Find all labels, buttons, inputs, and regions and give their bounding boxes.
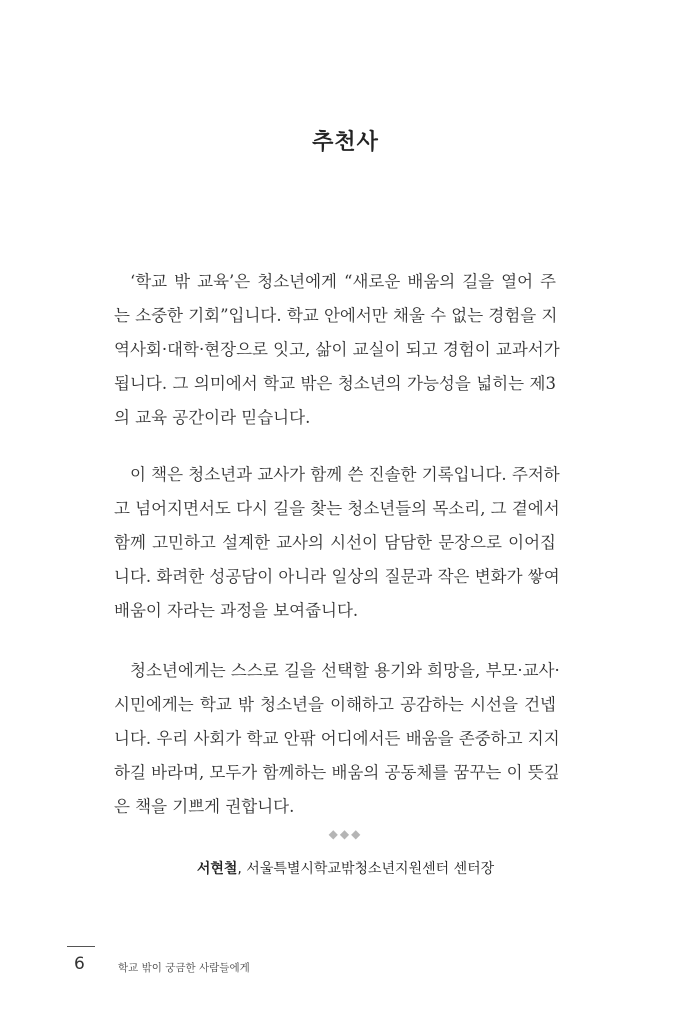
paragraph-2	[114, 458, 560, 628]
text-line: 역사회·대학·현장으로 잇고, 삶이 교실이 되고 경험이 교과서가	[114, 340, 560, 359]
text-line: 고 넘어지면서도 다시 길을 찾는 청소년들의 목소리, 그 곁에서	[114, 499, 560, 518]
footer-rule	[67, 946, 95, 947]
text-line: 배움이 자라는 과정을 보여줍니다.	[114, 601, 359, 620]
text-line: 청소년에게는 스스로 길을 선택할 용기와 희망을, 부모·교사·	[130, 661, 560, 680]
text-line: 하길 바라며, 모두가 함께하는 배움의 공동체를 꿈꾸는 이 뜻깊	[114, 763, 560, 782]
text-line: 됩니다. 그 의미에서 학교 밖은 청소년의 가능성을 넓히는 제3	[114, 374, 556, 393]
text-line: 의 교육 공간이라 믿습니다.	[114, 408, 311, 427]
author-name: 서현철	[196, 861, 238, 877]
running-title: 학교 밖이 궁금한 사람들에게	[118, 962, 250, 974]
signature	[0, 858, 691, 878]
text-line: 는 소중한 기회”입니다. 학교 안에서만 채울 수 없는 경험을 지	[114, 306, 558, 325]
text-line: 니다. 화려한 성공담이 아니라 일상의 질문과 작은 변화가 쌓여	[114, 567, 560, 586]
page-title: 추천사	[312, 129, 379, 155]
paragraph-1	[114, 265, 560, 435]
text-line: ‘학교 밖 교육’은 청소년에게 “새로운 배움의 길을 열어 주	[130, 272, 556, 291]
author-affiliation: 서울특별시학교밖청소년지원센터 센터장	[246, 861, 495, 877]
text-line: 이 책은 청소년과 교사가 함께 쓴 진솔한 기록입니다. 주저하	[130, 465, 560, 484]
paragraph-3	[114, 654, 560, 824]
text-line: 함께 고민하고 설계한 교사의 시선이 담담한 문장으로 이어집	[114, 533, 556, 552]
signature-separator: ,	[237, 861, 242, 877]
text-line: 니다. 우리 사회가 학교 안팎 어디에서든 배움을 존중하고 지지	[114, 729, 560, 748]
text-line: 은 책을 기쁘게 권합니다.	[114, 797, 295, 816]
text-line: 시민에게는 학교 밖 청소년을 이해하고 공감하는 시선을 건넵	[114, 695, 556, 714]
page-number: 6	[74, 954, 85, 974]
diamond-ornament-icon: ◆◆◆	[328, 827, 363, 841]
